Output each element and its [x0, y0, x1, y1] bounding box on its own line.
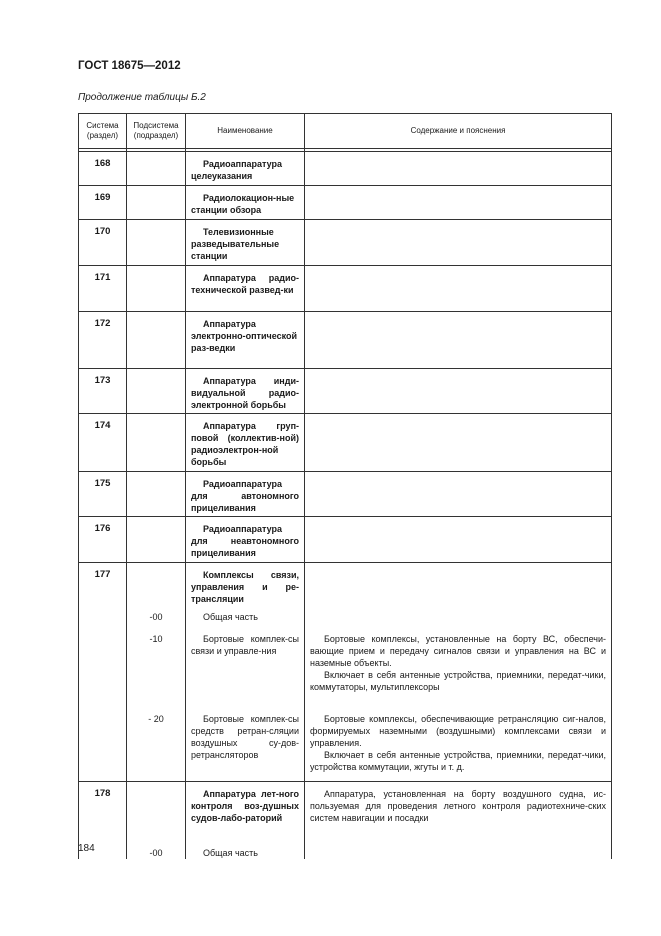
table-row — [79, 563, 612, 606]
subsystem-code — [127, 220, 186, 266]
item-description — [305, 563, 612, 606]
system-code: 174 — [79, 414, 127, 472]
description-paragraph: Бортовые комплексы, установленные на борту ВС, обеспечи-вающие прием и передачу сигналов связи и управления на ВС и наземные объекты. — [310, 634, 606, 668]
subsystem-code: - 20 — [127, 707, 186, 773]
item-name: Радиоаппаратура для автономного прицеливания — [186, 472, 305, 517]
item-name: Аппаратура груп-повой (коллектив-ной) радиоэлектрон-ной борьбы — [186, 414, 305, 472]
item-name: Аппаратура электронно-оптической раз-ведки — [186, 312, 305, 369]
description-paragraph: Аппаратура, установленная на борту воздушного судна, ис-пользуемая для проведения летного контроля радиотехниче-ских систем навигации и посадки — [310, 788, 606, 823]
column-header-system: Система (раздел) — [79, 114, 127, 149]
table-row — [79, 472, 612, 517]
item-name: Комплексы связи, управления и ре-трансляции — [186, 563, 305, 606]
item-description — [305, 312, 612, 369]
table-row — [79, 781, 612, 841]
system-code: 175 — [79, 472, 127, 517]
subsection-row — [79, 707, 612, 773]
subsystem-code — [127, 563, 186, 606]
item-description — [305, 781, 612, 841]
table-row — [79, 220, 612, 266]
subsystem-code — [127, 414, 186, 472]
item-name: Телевизионные разведывательные станции — [186, 220, 305, 266]
description-paragraph: Включает в себя антенные устройства, приемники, передат-чики, устройства коммутации, жгуты и т. д. — [310, 750, 606, 772]
table-caption: Продолжение таблицы Б.2 — [78, 92, 206, 103]
item-description — [305, 369, 612, 414]
table-row — [79, 186, 612, 220]
subsystem-code — [127, 312, 186, 369]
item-description — [305, 152, 612, 186]
system-code: 170 — [79, 220, 127, 266]
subsection-row — [79, 841, 612, 859]
subsection-description — [305, 707, 612, 773]
subsystem-code — [127, 152, 186, 186]
subsystem-code — [127, 266, 186, 312]
subsystem-code: -00 — [127, 841, 186, 859]
column-header-name: Наименование — [186, 114, 305, 149]
system-code: 168 — [79, 152, 127, 186]
subsection-row — [79, 627, 612, 707]
item-name: Радиоаппаратура для неавтономного прицеливания — [186, 517, 305, 563]
item-name: Радиолокацион-ные станции обзора — [186, 186, 305, 220]
subsection-name: Бортовые комплек-сы связи и управле-ния — [186, 627, 305, 707]
description-paragraph: Бортовые комплексы, обеспечивающие ретрансляцию сиг-налов, формируемых наземными (воздушными) комплексами связи и управления. — [310, 714, 606, 748]
table-row — [79, 369, 612, 414]
subsection-description — [305, 627, 612, 707]
item-description — [305, 517, 612, 563]
item-description — [305, 472, 612, 517]
table-row — [79, 312, 612, 369]
system-code: 178 — [79, 781, 127, 841]
subsystem-code — [127, 186, 186, 220]
subsection-name: Общая часть — [186, 605, 305, 627]
item-name: Радиоаппаратура целеуказания — [186, 152, 305, 186]
subsystem-code: -00 — [127, 605, 186, 627]
description-paragraph: Включает в себя антенные устройства, приемники, передат-чики, коммутаторы, мультиплексоры — [310, 670, 606, 692]
system-code: 176 — [79, 517, 127, 563]
subsection-description — [305, 841, 612, 859]
item-description — [305, 266, 612, 312]
system-code: 177 — [79, 563, 127, 606]
item-name: Аппаратура лет-ного контроля воз-душных судов-лабо-раторий — [186, 781, 305, 841]
table-row — [79, 266, 612, 312]
subsystem-code — [127, 781, 186, 841]
column-header-subsystem: Подсистема (подраздел) — [127, 114, 186, 149]
item-name: Аппаратура радио-технической развед-ки — [186, 266, 305, 312]
subsystem-code — [127, 369, 186, 414]
document-header: ГОСТ 18675—2012 — [78, 60, 181, 72]
subsection-row — [79, 605, 612, 627]
table-row — [79, 517, 612, 563]
system-code: 171 — [79, 266, 127, 312]
subsystem-code: -10 — [127, 627, 186, 707]
item-name: Аппаратура инди-видуальной радио-электронной борьбы — [186, 369, 305, 414]
item-description — [305, 220, 612, 266]
subsection-description — [305, 605, 612, 627]
item-description — [305, 186, 612, 220]
subsystem-code — [127, 517, 186, 563]
item-description — [305, 414, 612, 472]
subsystem-code — [127, 472, 186, 517]
system-code: 172 — [79, 312, 127, 369]
table-row — [79, 414, 612, 472]
table-header-row — [79, 114, 612, 149]
table-row — [79, 152, 612, 186]
classification-table — [78, 113, 612, 859]
system-code: 173 — [79, 369, 127, 414]
system-code: 169 — [79, 186, 127, 220]
page-number: 184 — [78, 843, 95, 854]
column-header-description: Содержание и пояснения — [305, 114, 612, 149]
subsection-name: Бортовые комплек-сы средств ретран-сляции воздушных су-дов-ретрансляторов — [186, 707, 305, 773]
subsection-name: Общая часть — [186, 841, 305, 859]
